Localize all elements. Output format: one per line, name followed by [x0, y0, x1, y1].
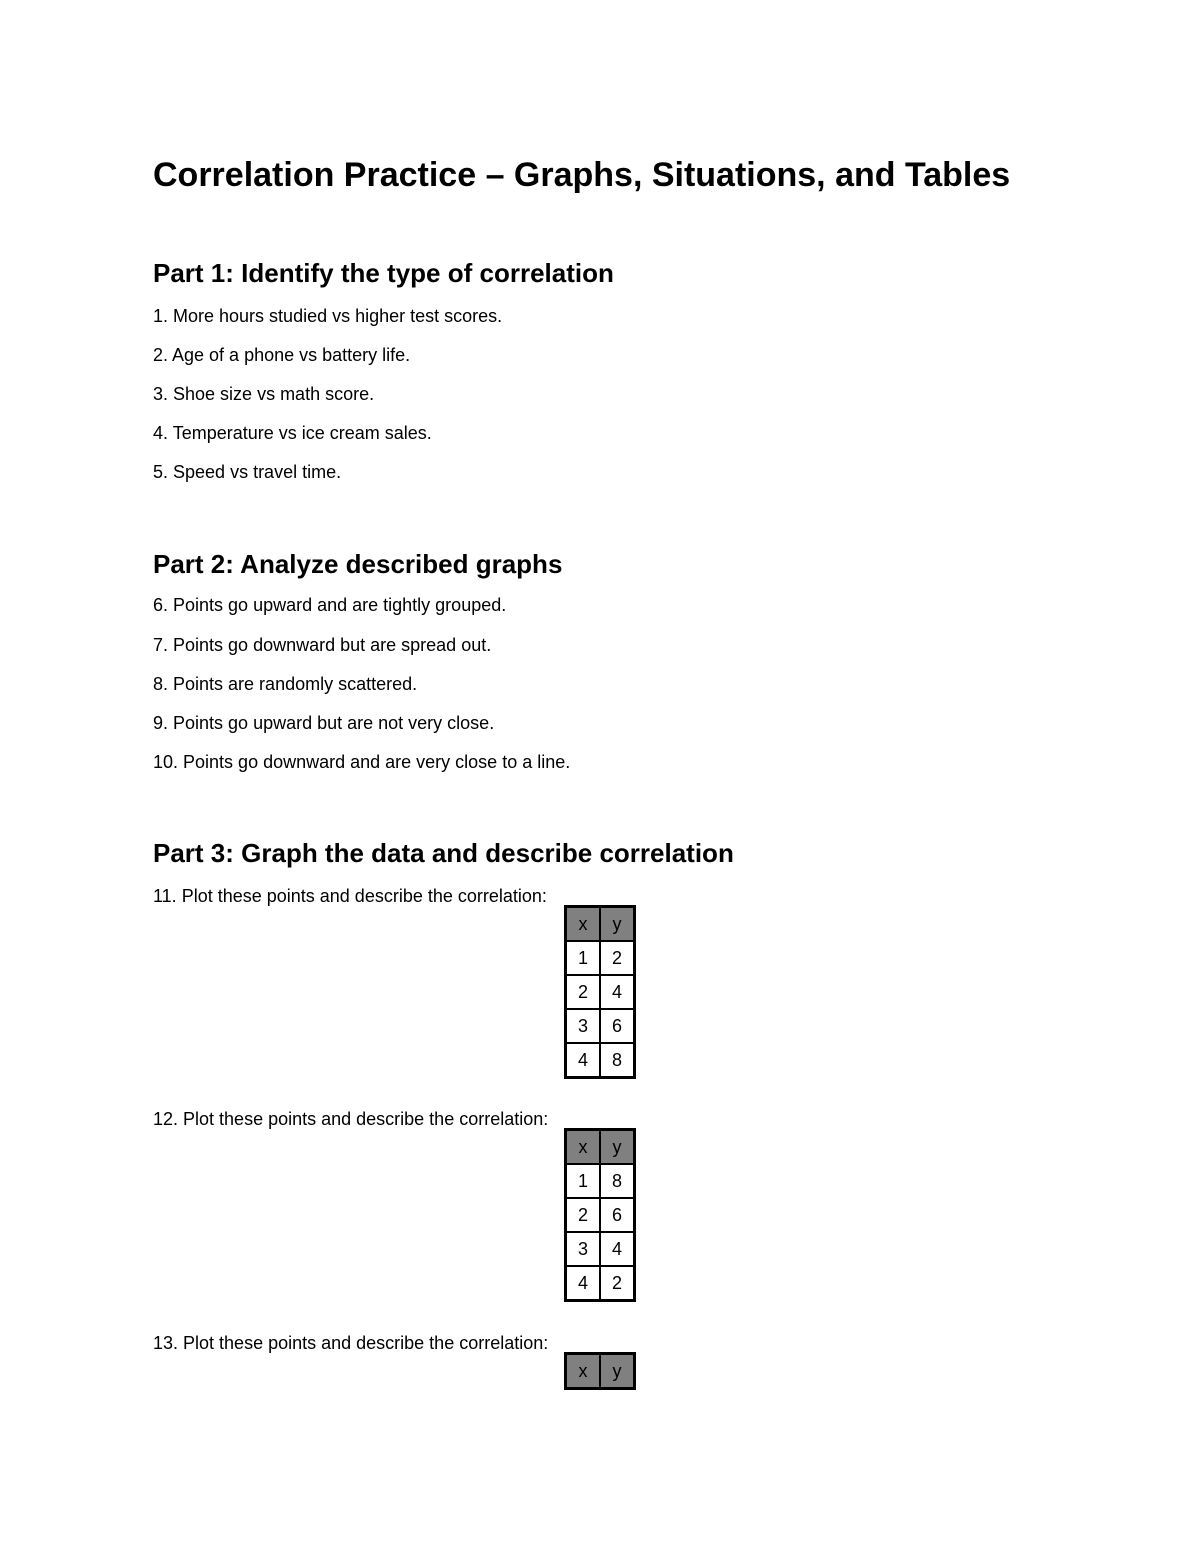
table-row — [566, 941, 635, 975]
table-row — [566, 1009, 635, 1043]
table-header-y: y — [600, 1130, 635, 1165]
part2-item-10: 10. Points go downward and are very close to a line. — [153, 752, 571, 772]
table-row — [566, 1232, 635, 1266]
table-row — [566, 975, 635, 1009]
part2-heading: Part 2: Analyze described graphs — [153, 549, 563, 579]
table-cell-x: 3 — [566, 1232, 601, 1266]
table-header-y: y — [600, 907, 635, 942]
part1-item-3: 3. Shoe size vs math score. — [153, 384, 375, 404]
table-row — [566, 1266, 635, 1301]
part1-item-5: 5. Speed vs travel time. — [153, 462, 342, 482]
table-cell-x: 1 — [566, 1164, 601, 1198]
table-cell-x: 3 — [566, 1009, 601, 1043]
problem-11-prompt: 11. Plot these points and describe the correlation: — [153, 886, 547, 906]
problem-13-table — [564, 1352, 636, 1390]
table-header-row — [566, 1354, 635, 1389]
part1-item-4: 4. Temperature vs ice cream sales. — [153, 423, 432, 443]
table-cell-x: 2 — [566, 975, 601, 1009]
table-cell-y: 6 — [600, 1009, 635, 1043]
part2-item-6: 6. Points go upward and are tightly grouped. — [153, 595, 507, 615]
table-cell-y: 2 — [600, 1266, 635, 1301]
part2-item-7: 7. Points go downward but are spread out. — [153, 635, 492, 655]
table-header-row — [566, 907, 635, 942]
part2-item-8: 8. Points are randomly scattered. — [153, 674, 418, 694]
table-header-row — [566, 1130, 635, 1165]
part1-item-2: 2. Age of a phone vs battery life. — [153, 345, 411, 365]
table-cell-x: 4 — [566, 1266, 601, 1301]
part2-item-9: 9. Points go upward but are not very close. — [153, 713, 495, 733]
table-header-x: x — [566, 907, 601, 942]
table-cell-y: 8 — [600, 1164, 635, 1198]
table-header-y: y — [600, 1354, 635, 1389]
table-header-x: x — [566, 1354, 601, 1389]
table-cell-y: 4 — [600, 1232, 635, 1266]
table-cell-y: 8 — [600, 1043, 635, 1078]
table-header-x: x — [566, 1130, 601, 1165]
problem-12-prompt: 12. Plot these points and describe the correlation: — [153, 1109, 549, 1129]
part1-item-1: 1. More hours studied vs higher test scores. — [153, 306, 503, 326]
part3-heading: Part 3: Graph the data and describe correlation — [153, 838, 734, 868]
table-cell-x: 2 — [566, 1198, 601, 1232]
table-cell-x: 1 — [566, 941, 601, 975]
table-row — [566, 1043, 635, 1078]
table-row — [566, 1198, 635, 1232]
table-row — [566, 1164, 635, 1198]
table-cell-y: 4 — [600, 975, 635, 1009]
part1-heading: Part 1: Identify the type of correlation — [153, 258, 614, 288]
problem-12-table — [564, 1128, 636, 1302]
table-cell-y: 6 — [600, 1198, 635, 1232]
problem-13-prompt: 13. Plot these points and describe the correlation: — [153, 1333, 549, 1353]
table-cell-y: 2 — [600, 941, 635, 975]
table-cell-x: 4 — [566, 1043, 601, 1078]
problem-11-table — [564, 905, 636, 1079]
page-title: Correlation Practice – Graphs, Situations, and Tables — [153, 156, 1011, 194]
